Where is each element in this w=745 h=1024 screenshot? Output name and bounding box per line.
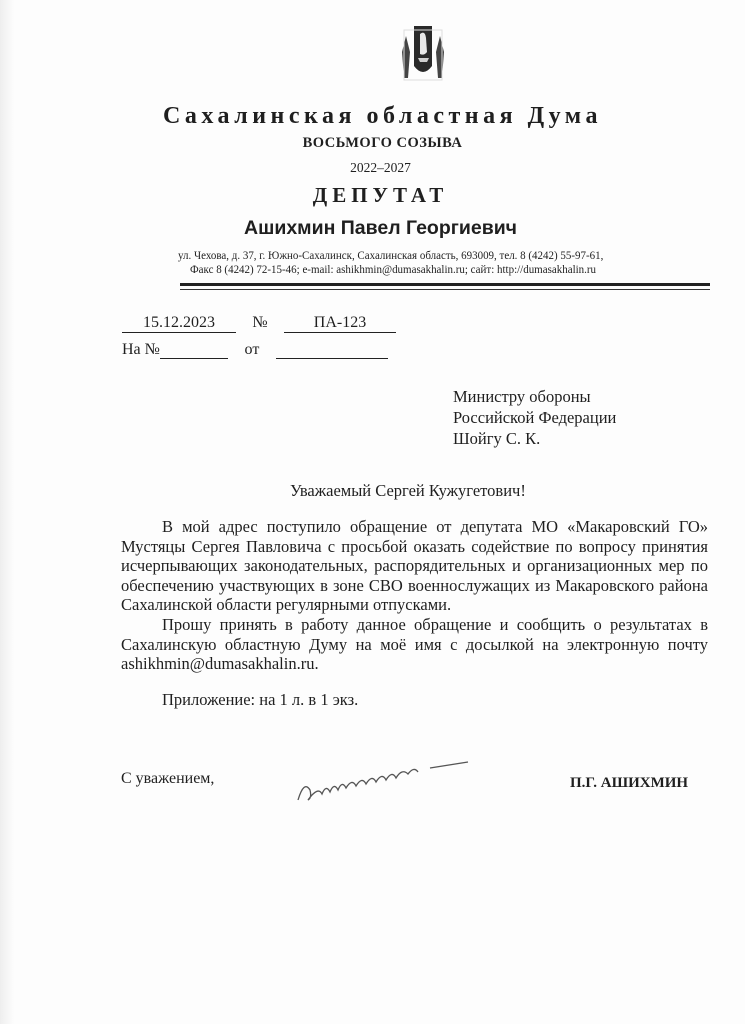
greeting: Уважаемый Сергей Кужугетович!: [290, 481, 526, 500]
number-label: №: [252, 314, 268, 331]
reply-to-value: [160, 340, 228, 359]
recipient-line: Шойгу С. К.: [453, 429, 541, 448]
reply-reference-line: [122, 340, 388, 359]
attachment-note: Приложение: на 1 л. в 1 экз.: [162, 690, 359, 709]
position-title: ДЕПУТАТ: [312, 183, 449, 207]
organization-title: Сахалинская областная Дума: [163, 103, 602, 129]
recipient-line: Министру обороны: [453, 387, 591, 406]
from-label: от: [244, 341, 260, 358]
coat-of-arms-icon: [398, 22, 448, 84]
from-value: [276, 340, 388, 359]
contact-line: Факс 8 (4242) 72-15-46; e-mail: ashikhmin@dumasakhalin.ru; сайт: http://dumasakhalin.ru: [190, 262, 597, 276]
paragraph-text: Прошу принять в работу данное обращение и сообщить о результатах в Сахалинскую областную Думу на моё имя с досылкой на электронную почту ashikhmin@dumasakhalin.ru.: [121, 615, 708, 673]
address-line: ул. Чехова, д. 37, г. Южно-Сахалинск, Сахалинская область, 693009, тел. 8 (4242) 55-97-61,: [178, 248, 604, 262]
term-years: 2022–2027: [350, 160, 411, 175]
deputy-name: Ашихмин Павел Георгиевич: [244, 217, 517, 239]
signer-name: П.Г. АШИХМИН: [570, 775, 689, 791]
recipient-line: Российской Федерации: [453, 408, 617, 427]
body-paragraph: [121, 615, 708, 674]
closing-regards: С уважением,: [121, 770, 215, 787]
handwritten-signature-icon: [290, 750, 490, 810]
letter-date: 15.12.2023: [122, 314, 236, 333]
header-rule-thin: [180, 289, 710, 290]
reply-to-label: На №: [122, 341, 160, 358]
reference-line: [122, 314, 396, 333]
convocation: ВОСЬМОГО СОЗЫВА: [302, 135, 463, 151]
letter-number: ПА-123: [284, 314, 396, 333]
header-rule-thick: [180, 283, 710, 286]
recipient-block: [453, 386, 616, 449]
scan-edge-shadow: [0, 0, 14, 1024]
paragraph-text: В мой адрес поступило обращение от депутата МО «Макаровский ГО» Мустяцы Сергея Павловича с просьбой оказать содействие по вопросу принятия исчерпывающих законодательных, распорядительных и организационных мер по обеспечению участвующих в зоне СВО военнослужащих из Макаровского района Сахалинской области регулярными отпусками.: [121, 517, 708, 614]
body-paragraph: [121, 517, 708, 615]
